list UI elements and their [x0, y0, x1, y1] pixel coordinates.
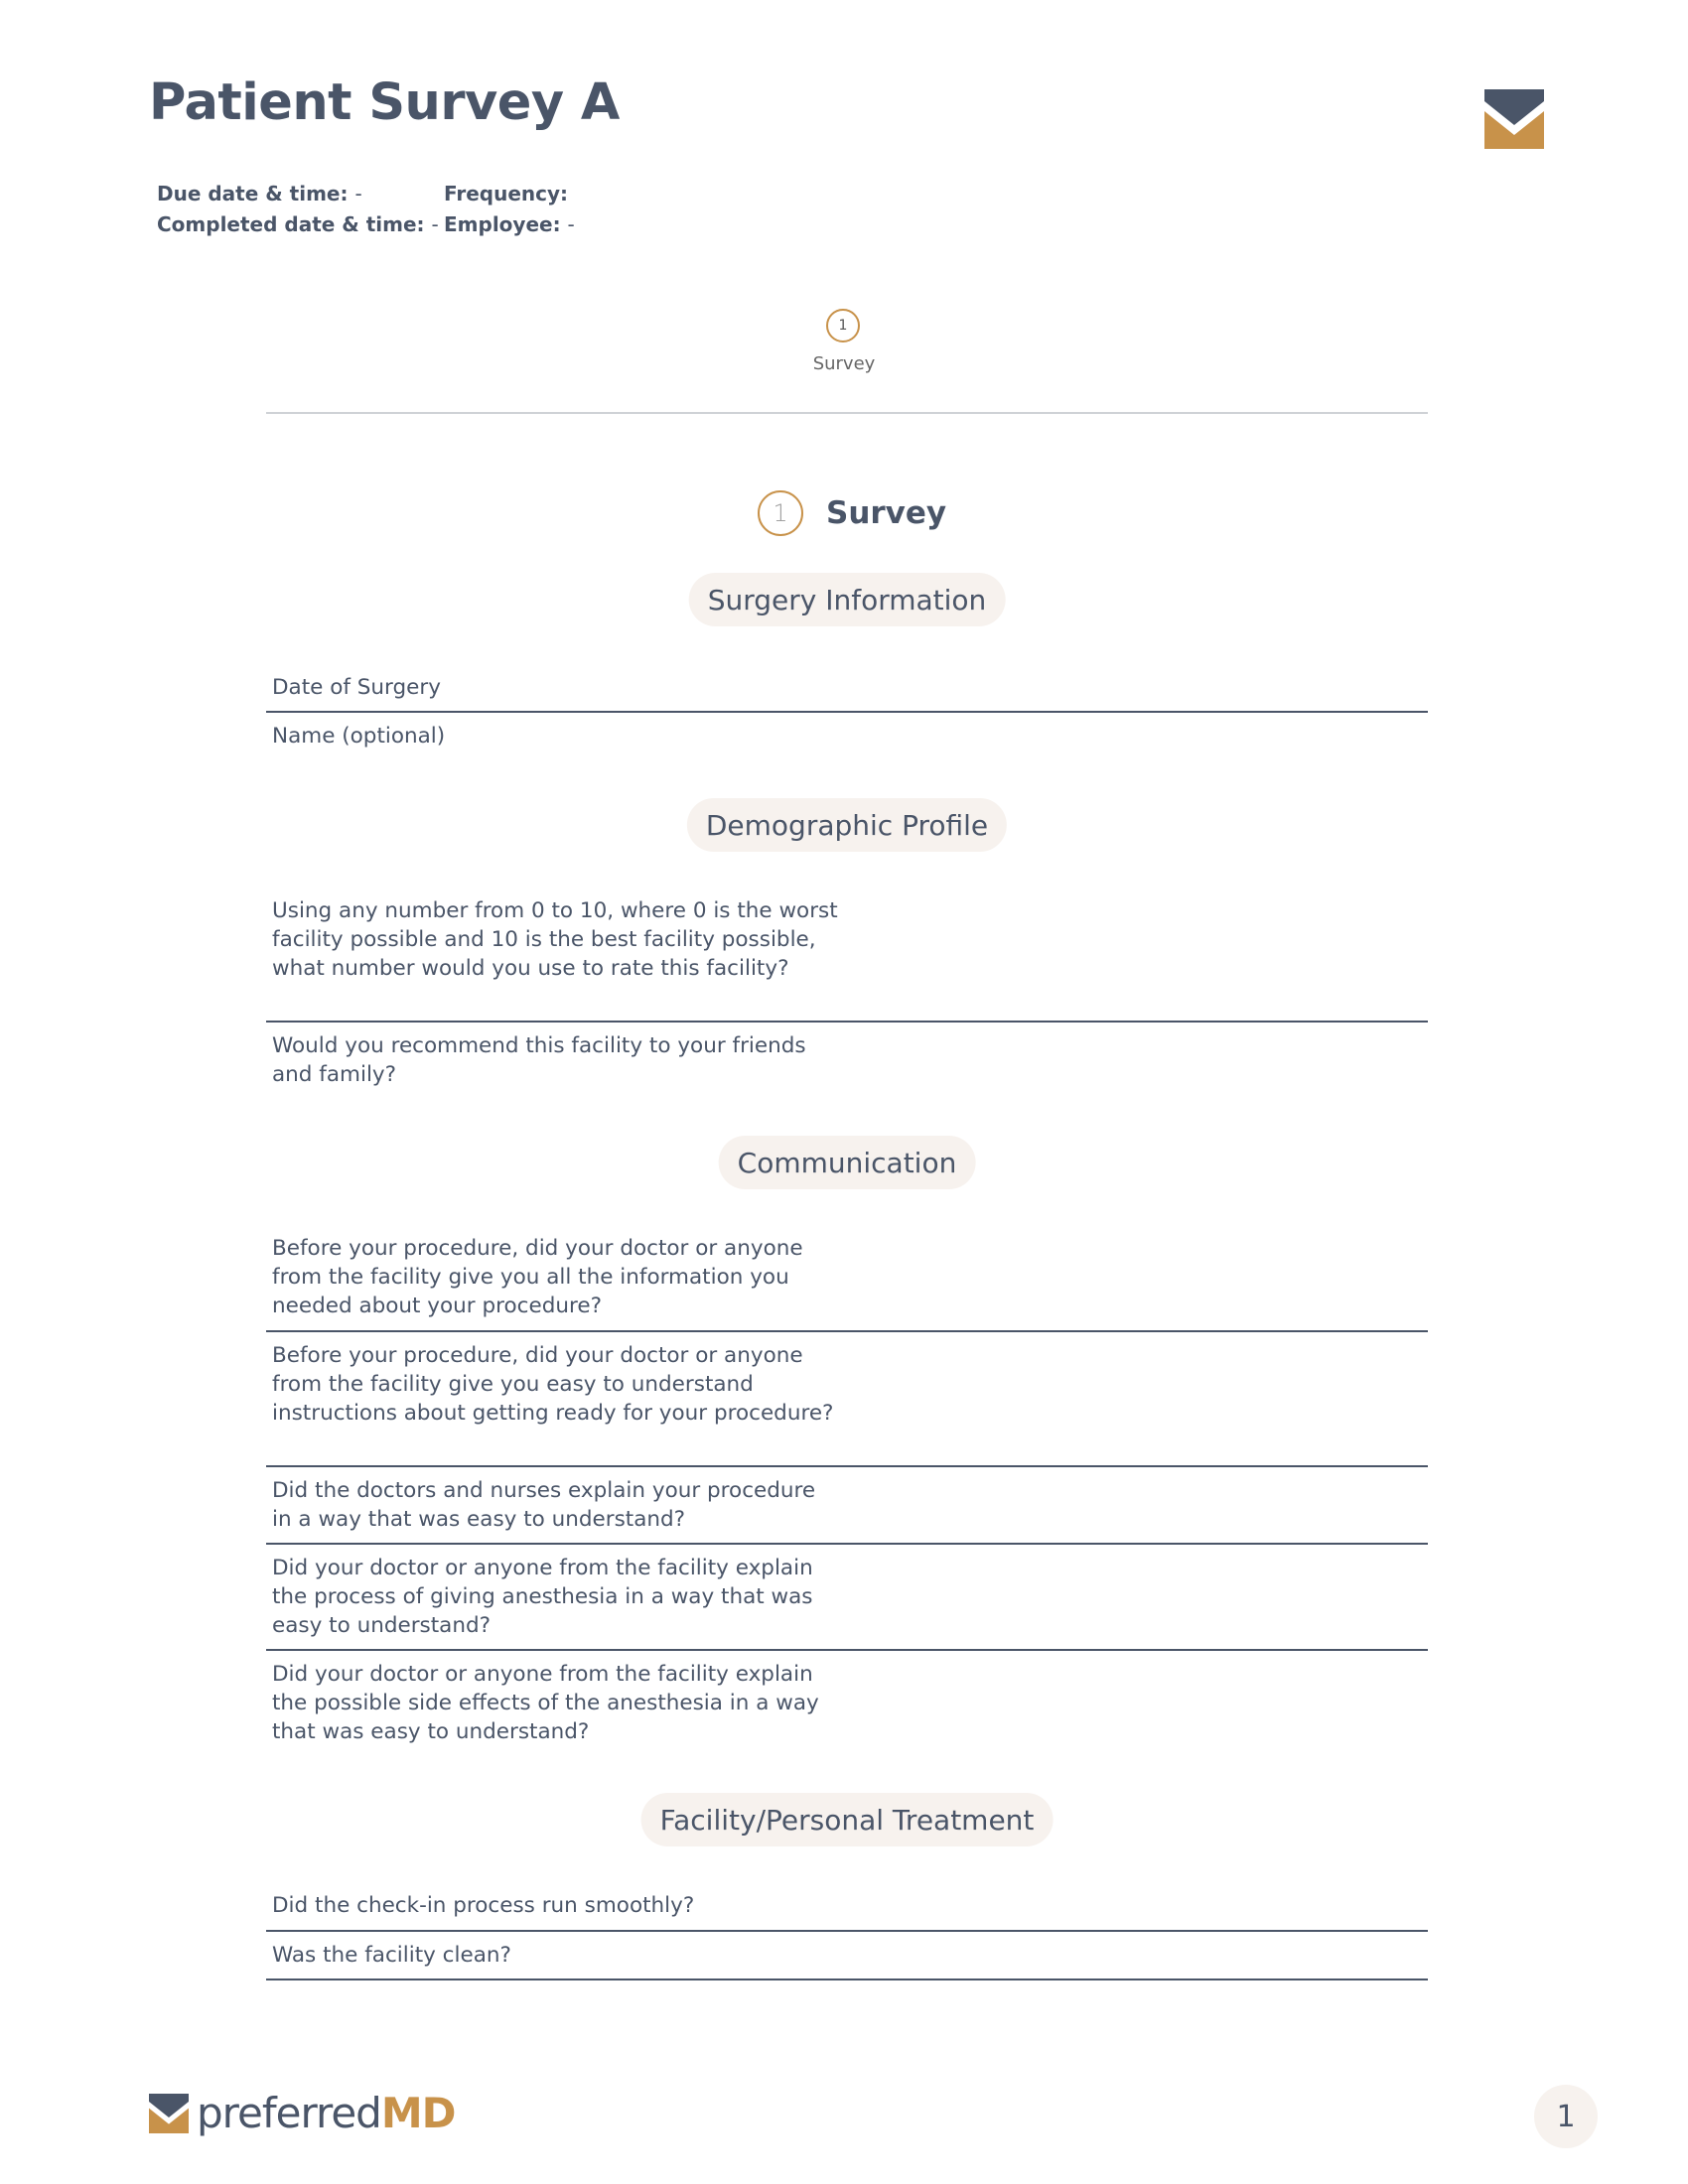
question-row: Was the facility clean? — [272, 1943, 511, 1968]
question-row: Did your doctor or anyone from the facility explain the possible side effects of the anesthesia in a way that was easy to understand? — [272, 1662, 819, 1744]
divider — [266, 412, 1428, 414]
row-divider — [266, 1930, 1428, 1932]
question-row: Did the check-in process run smoothly? — [272, 1893, 695, 1918]
question-row: Date of Surgery — [272, 675, 441, 700]
checkmark-logo-icon — [1484, 89, 1544, 149]
group-heading-facility-personal-treatment: Facility/Personal Treatment — [641, 1793, 1054, 1846]
group-heading-surgery-information: Surgery Information — [689, 573, 1006, 626]
row-divider — [266, 1543, 1428, 1545]
brand-checkmark-icon — [149, 2094, 189, 2133]
completed-date-meta: Completed date & time: - — [157, 212, 439, 236]
question-row: Using any number from 0 to 10, where 0 is the worst facility possible and 10 is the best facility possible, what number would you use to rate this facility? — [272, 898, 838, 981]
group-heading-demographic-profile: Demographic Profile — [687, 798, 1007, 852]
question-row: Would you recommend this facility to your friends and family? — [272, 1033, 806, 1087]
row-divider — [266, 711, 1428, 713]
stepper-step-label[interactable]: Survey — [812, 353, 876, 374]
row-divider — [266, 1021, 1428, 1023]
employee-meta: Employee: - — [444, 212, 575, 236]
section-title: Survey — [826, 495, 947, 531]
question-row: Did your doctor or anyone from the facility explain the process of giving anesthesia in a way that was easy to understand? — [272, 1556, 813, 1638]
brand-logo — [149, 2089, 456, 2137]
question-row: Did the doctors and nurses explain your procedure in a way that was easy to understand? — [272, 1478, 816, 1532]
section-number: 1 — [758, 490, 803, 536]
due-date-meta: Due date & time: - — [157, 182, 362, 205]
frequency-meta: Frequency: — [444, 182, 569, 205]
question-row: Before your procedure, did your doctor or anyone from the facility give you easy to understand instructions about getting ready for your procedure? — [272, 1343, 834, 1426]
page-title: Patient Survey A — [149, 73, 620, 132]
brand-wordmark: preferredMD — [197, 2089, 456, 2137]
group-heading-communication: Communication — [719, 1136, 976, 1189]
row-divider — [266, 1979, 1428, 1980]
row-divider — [266, 1465, 1428, 1467]
stepper-step-1[interactable]: 1 — [826, 309, 860, 342]
page-number: 1 — [1534, 2085, 1598, 2148]
question-row: Before your procedure, did your doctor or anyone from the facility give you all the information you needed about your procedure? — [272, 1236, 803, 1318]
row-divider — [266, 1330, 1428, 1332]
row-divider — [266, 1649, 1428, 1651]
question-row: Name (optional) — [272, 724, 446, 749]
